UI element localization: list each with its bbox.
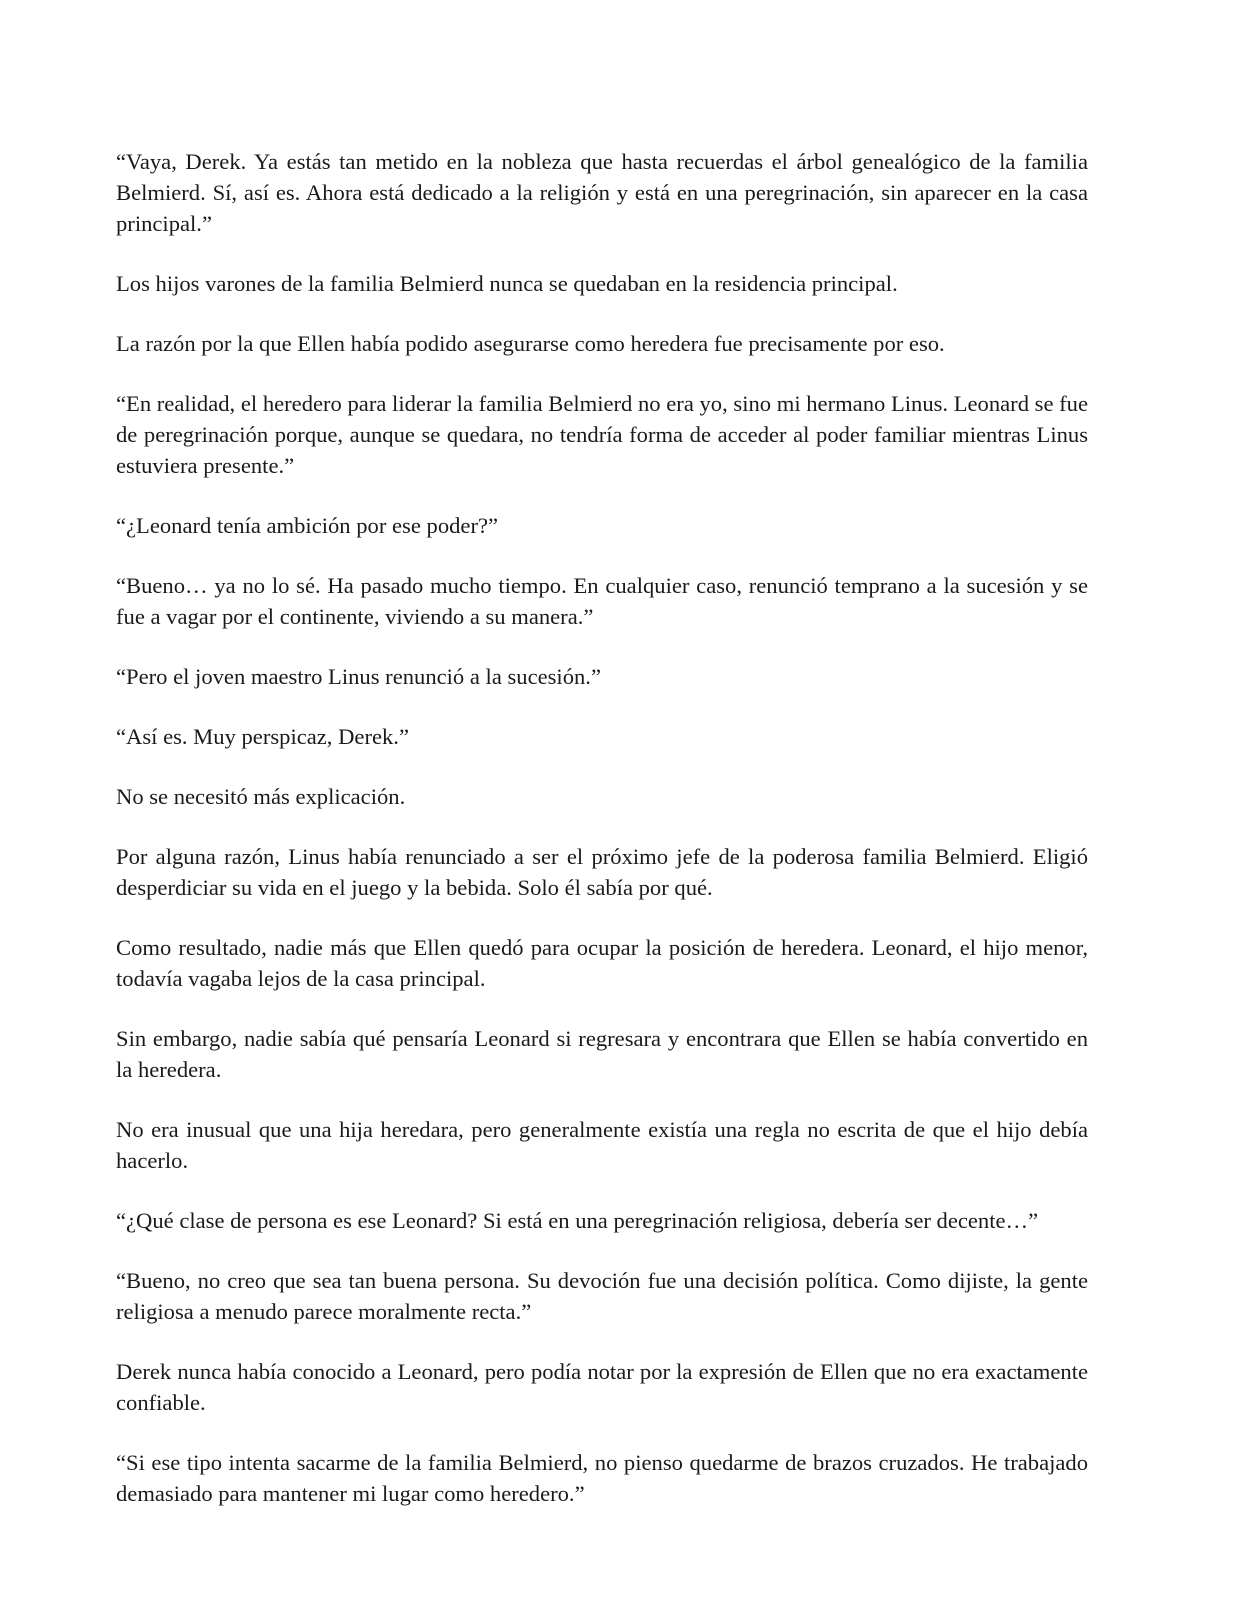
paragraph-7: “Pero el joven maestro Linus renunció a la sucesión.” (116, 664, 601, 689)
paragraph-11: Como resultado, nadie más que Ellen quedó para ocupar la posición de heredera. Leonard, el hijo menor, todavía vagaba lejos de la casa principal. (116, 935, 1088, 991)
paragraph-15: “Bueno, no creo que sea tan buena persona. Su devoción fue una decisión política. Como dijiste, la gente religiosa a menudo parece moralmente recta.” (116, 1268, 1088, 1324)
paragraph-14: “¿Qué clase de persona es ese Leonard? Si está en una peregrinación religiosa, debería ser decente…” (116, 1208, 1039, 1233)
paragraph-1: “Vaya, Derek. Ya estás tan metido en la nobleza que hasta recuerdas el árbol genealógico de la familia Belmierd. Sí, así es. Ahora está dedicado a la religión y está en una peregrinación, sin aparecer en la casa principal.” (116, 149, 1088, 236)
paragraph-12: Sin embargo, nadie sabía qué pensaría Leonard si regresara y encontrara que Ellen se había convertido en la heredera. (116, 1026, 1088, 1082)
paragraph-9: No se necesitó más explicación. (116, 784, 406, 809)
paragraph-10: Por alguna razón, Linus había renunciado a ser el próximo jefe de la poderosa familia Belmierd. Eligió desperdiciar su vida en el juego y la bebida. Solo él sabía por qué. (116, 844, 1088, 900)
paragraph-13: No era inusual que una hija heredara, pero generalmente existía una regla no escrita de que el hijo debía hacerlo. (116, 1117, 1088, 1173)
paragraph-17: “Si ese tipo intenta sacarme de la familia Belmierd, no pienso quedarme de brazos cruzados. He trabajado demasiado para mantener mi lugar como heredero.” (116, 1450, 1088, 1506)
paragraph-4: “En realidad, el heredero para liderar la familia Belmierd no era yo, sino mi hermano Linus. Leonard se fue de peregrinación porque, aunque se quedara, no tendría forma de acceder al poder familiar mientras Linus estuviera presente.” (116, 391, 1088, 478)
document-body (116, 146, 1088, 1538)
paragraph-3: La razón por la que Ellen había podido asegurarse como heredera fue precisamente por eso. (116, 331, 945, 356)
paragraph-6: “Bueno… ya no lo sé. Ha pasado mucho tiempo. En cualquier caso, renunció temprano a la sucesión y se fue a vagar por el continente, viviendo a su manera.” (116, 573, 1088, 629)
paragraph-2: Los hijos varones de la familia Belmierd nunca se quedaban en la residencia principal. (116, 271, 898, 296)
paragraph-5: “¿Leonard tenía ambición por ese poder?” (116, 513, 499, 538)
paragraph-16: Derek nunca había conocido a Leonard, pero podía notar por la expresión de Ellen que no era exactamente confiable. (116, 1359, 1088, 1415)
paragraph-8: “Así es. Muy perspicaz, Derek.” (116, 724, 409, 749)
